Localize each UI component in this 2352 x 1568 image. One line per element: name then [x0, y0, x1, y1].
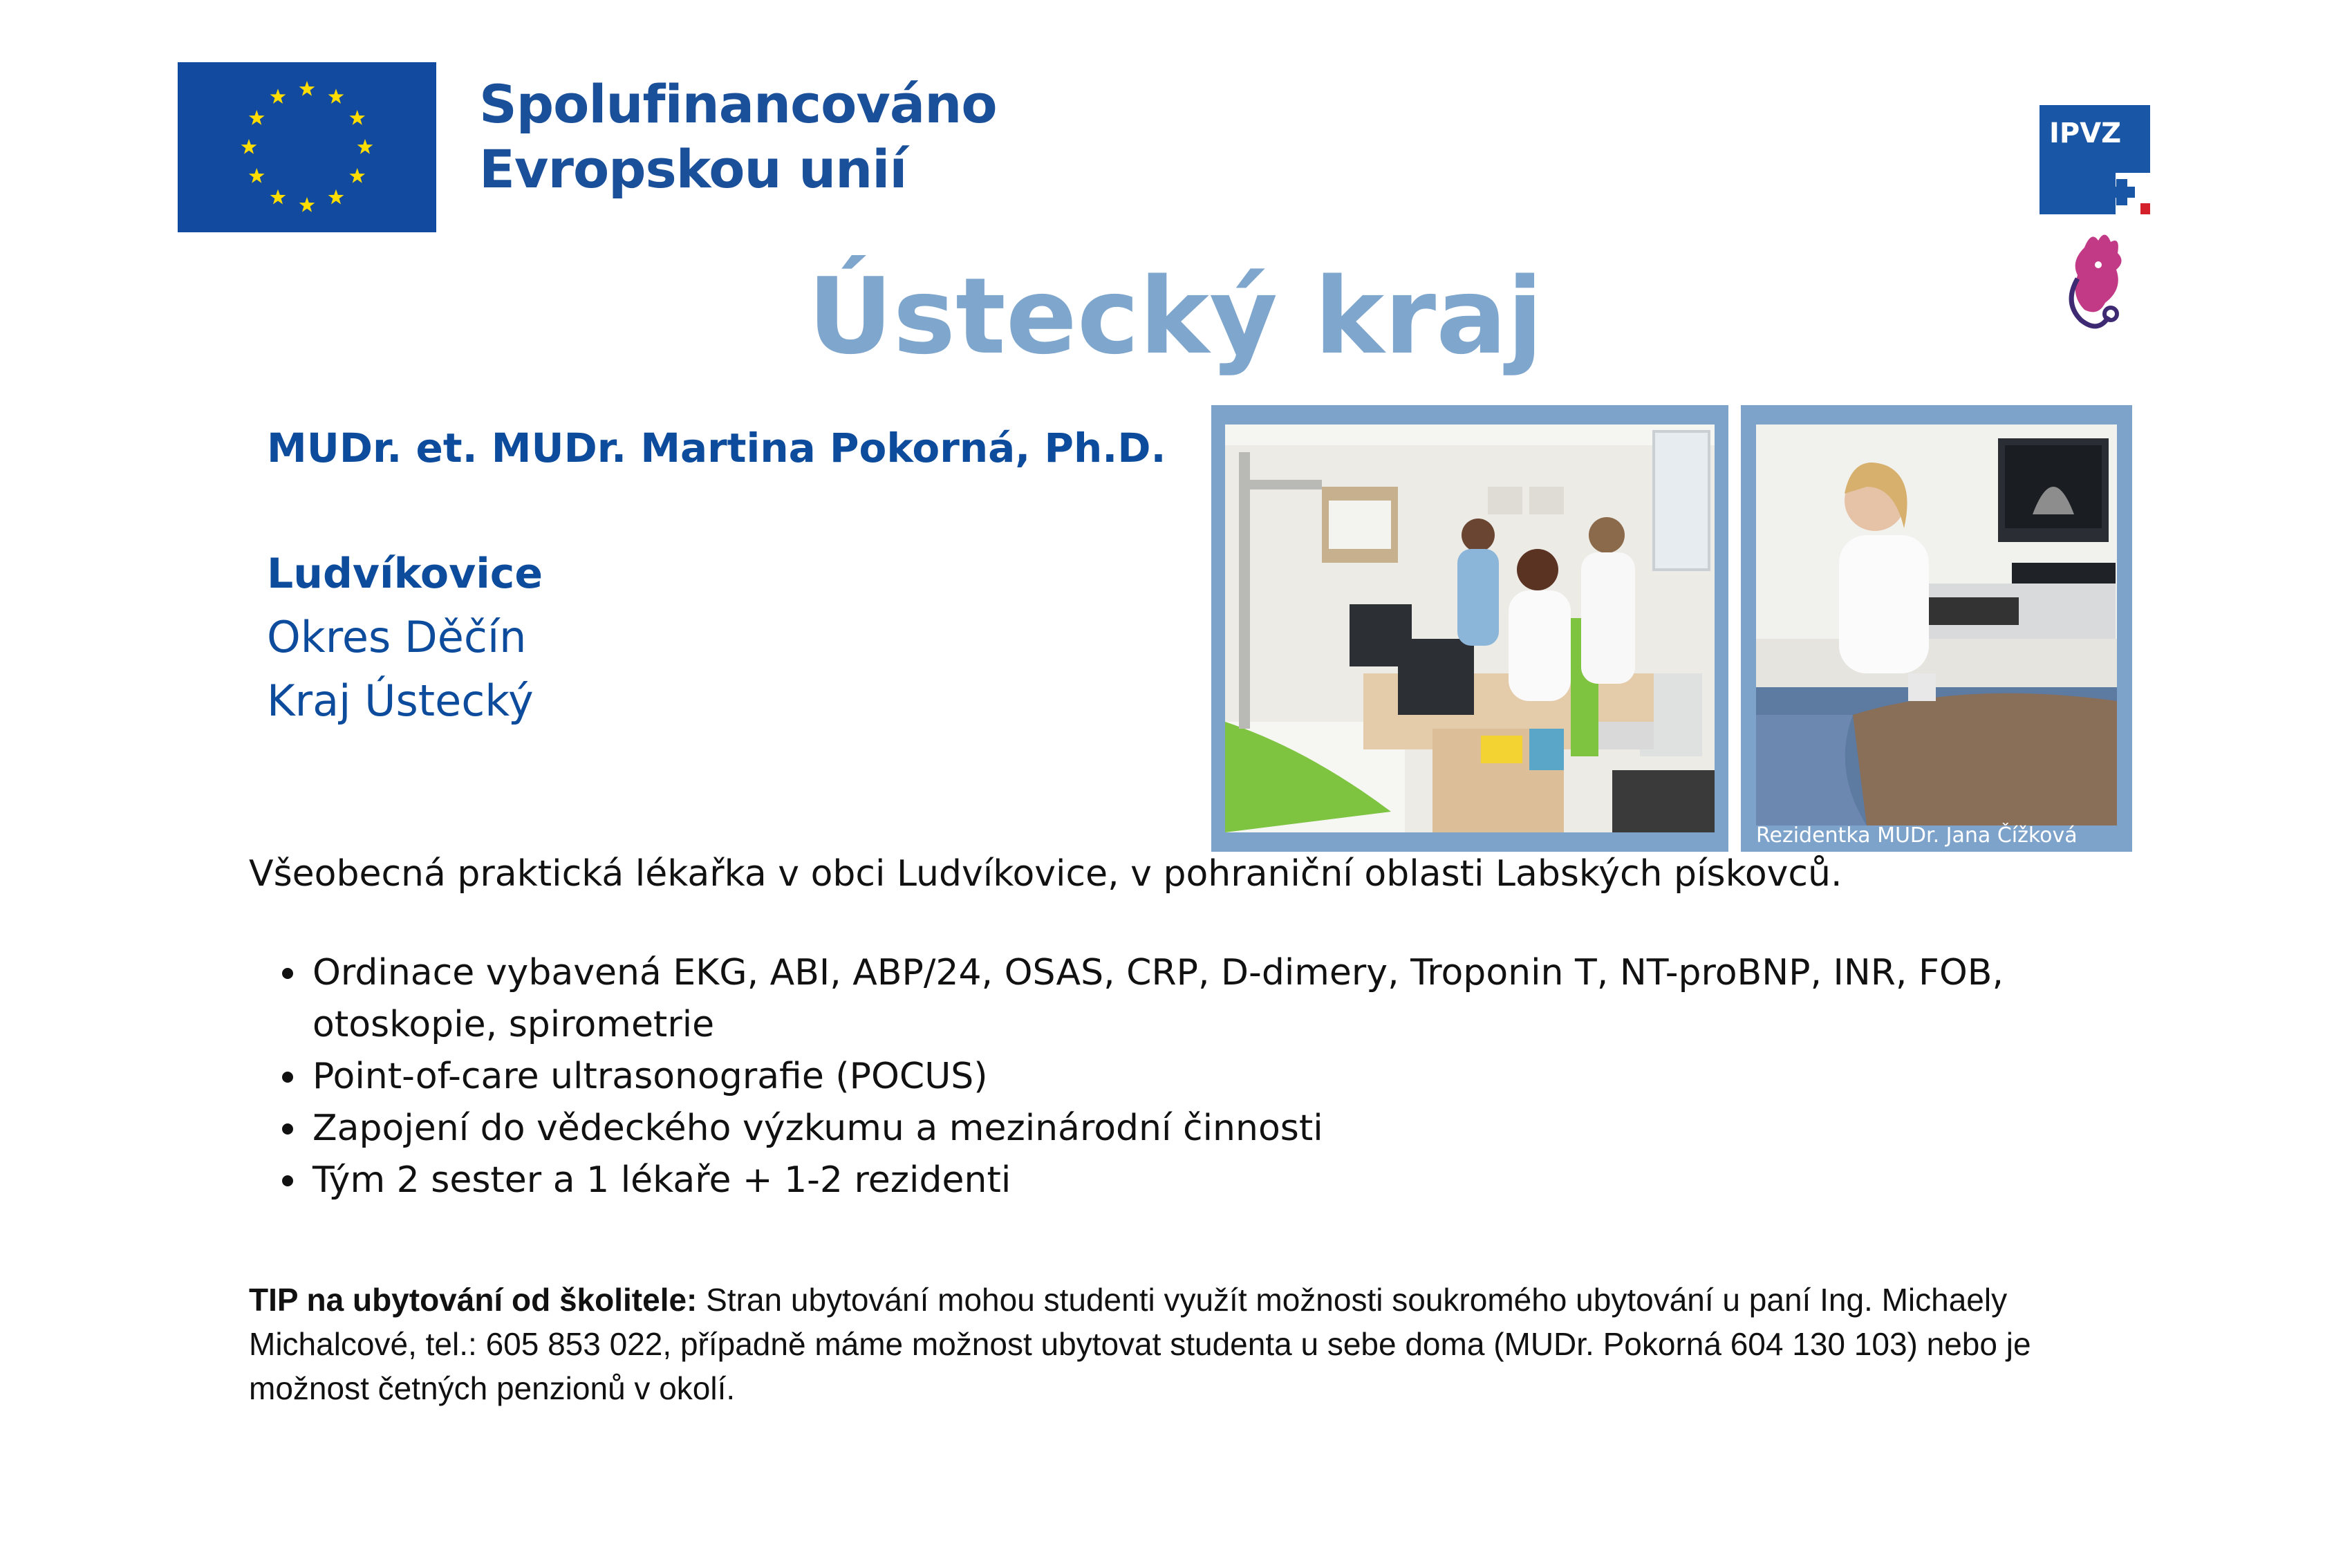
doctor-name: MUDr. et. MUDr. Martina Pokorná, Ph.D. [267, 424, 1166, 472]
rooster-stethoscope-icon [2057, 227, 2133, 337]
photo-caption: Rezidentka MUDr. Jana Čížková [1756, 823, 2078, 848]
list-item: Zapojení do vědeckého výzkumu a mezinárodní činnosti [277, 1103, 2074, 1155]
eu-flag-icon [178, 62, 436, 232]
district-name: Okres Děčín [267, 612, 527, 662]
ipvz-logo [2040, 105, 2150, 214]
town-name: Ludvíkovice [267, 550, 543, 598]
eu-line-2: Evropskou unií [479, 138, 907, 200]
list-item: Ordinace vybavená EKG, ABI, ABP/24, OSAS, CRP, D-dimery, Troponin T, NT-proBNP, INR, FOB, otoskopie, spirometrie [277, 947, 2074, 1051]
clinic-team-photo [1211, 405, 1728, 852]
list-item: Point-of-care ultrasonografie (POCUS) [277, 1051, 2074, 1103]
eu-cofinanced-label [479, 72, 997, 202]
accommodation-tip [249, 1278, 2116, 1410]
region-name: Kraj Ústecký [267, 675, 534, 726]
tip-label: TIP na ubytování od školitele: [249, 1282, 698, 1318]
list-item: Tým 2 sester a 1 lékaře + 1-2 rezidenti [277, 1155, 2074, 1206]
ipvz-label: IPVZ [2049, 118, 2122, 149]
features-list [277, 947, 2074, 1206]
resident-ultrasound-photo [1741, 405, 2132, 852]
page-title: Ústecký kraj [808, 255, 1543, 377]
tip-text: Stran ubytování mohou studenti využít možnosti soukromého ubytování u paní Ing. Michaely Michalcové, tel.: 605 853 022, případně máme možnost ubytovat studenta u sebe doma (MUDr. Pokorná 604 130 103) nebo je možnost četných penzionů v okolí. [249, 1282, 2031, 1406]
eu-line-1: Spolufinancováno [479, 73, 997, 135]
practice-description: Všeobecná praktická lékařka v obci Ludvíkovice, v pohraniční oblasti Labských pískovců. [249, 853, 1842, 895]
